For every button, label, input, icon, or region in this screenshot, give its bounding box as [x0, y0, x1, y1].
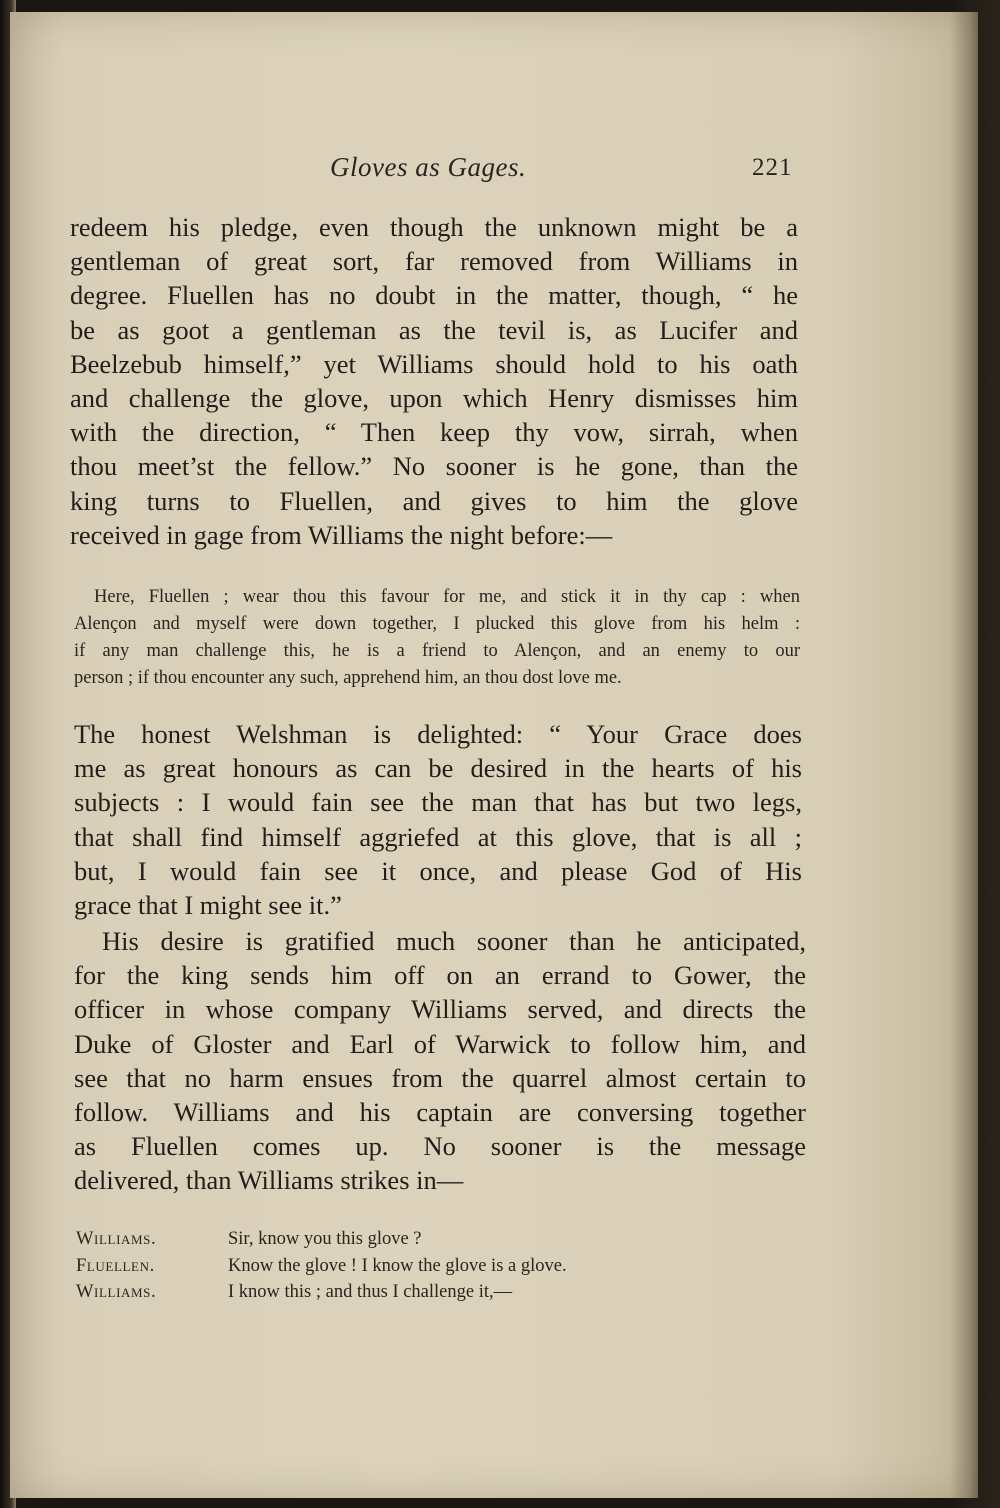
quote-line: Alençon and myself were down together, I plucked this glove from his helm : — [74, 614, 800, 634]
text-line: Beelzebub himself,” yet Williams should hold to his oath — [70, 348, 798, 379]
dialogue-line — [76, 1253, 776, 1280]
block-quote — [74, 584, 800, 692]
text-line: redeem his pledge, even though the unknown might be a — [70, 212, 798, 242]
quote-line: Here, Fluellen ; wear thou this favour for me, and stick it in thy cap : when — [94, 587, 800, 607]
paragraph-2 — [74, 717, 802, 922]
text-line: for the king sends him off on an errand to Gower, the — [74, 960, 806, 991]
text-line: degree. Fluellen has no doubt in the matter, though, “ he — [70, 280, 798, 311]
speech-text: Know the glove ! I know the glove is a glove. — [228, 1255, 567, 1276]
text-line: received in gage from Williams the night before:— — [70, 519, 613, 550]
quote-line: person ; if thou encounter any such, apprehend him, an thou dost love me. — [74, 668, 622, 688]
running-title: Gloves as Gages. — [330, 152, 527, 182]
dialogue-line — [76, 1226, 776, 1253]
text-line: delivered, than Williams strikes in— — [74, 1165, 464, 1196]
text-line: be as goot a gentleman as the tevil is, as Lucifer and — [70, 314, 798, 345]
text-line: and challenge the glove, upon which Henry dismisses him — [70, 383, 798, 414]
paragraph-3 — [74, 924, 806, 1198]
dialogue-block — [76, 1226, 776, 1306]
text-line: Duke of Gloster and Earl of Warwick to follow him, and — [74, 1028, 806, 1059]
text-line: with the direction, “ Then keep thy vow, sirrah, when — [70, 417, 798, 448]
speech-text: Sir, know you this glove ? — [228, 1229, 422, 1249]
text-line: me as great honours as can be desired in the hearts of his — [74, 753, 802, 784]
text-line: The honest Welshman is delighted: “ Your Grace does — [74, 719, 802, 749]
quote-line: if any man challenge this, he is a friend to Alençon, and an enemy to our — [74, 641, 800, 661]
page-number: 221 — [752, 154, 793, 181]
text-line: gentleman of great sort, far removed from Williams in — [70, 246, 798, 277]
text-line: see that no harm ensues from the quarrel almost certain to — [74, 1062, 806, 1093]
text-line: His desire is gratified much sooner than he anticipated, — [102, 926, 806, 956]
text-line: but, I would fain see it once, and please God of His — [74, 855, 802, 886]
text-line: officer in whose company Williams served, and directs the — [74, 994, 806, 1025]
page-header — [0, 152, 1000, 192]
speaker-name: Williams. — [76, 1229, 157, 1249]
text-line: follow. Williams and his captain are conversing together — [74, 1097, 806, 1128]
paragraph-1 — [70, 210, 798, 552]
text-line: king turns to Fluellen, and gives to him the glove — [70, 485, 798, 516]
text-line: that shall find himself aggriefed at this glove, that is all ; — [74, 821, 802, 852]
speech-text: I know this ; and thus I challenge it,— — [228, 1282, 513, 1302]
text-line: as Fluellen comes up. No sooner is the message — [74, 1131, 806, 1162]
speaker-name: Williams. — [76, 1282, 157, 1302]
speaker-name: Fluellen. — [76, 1255, 155, 1276]
text-line: grace that I might see it.” — [74, 890, 342, 921]
dialogue-line — [76, 1279, 776, 1306]
text-line: subjects : I would fain see the man that has but two legs, — [74, 787, 802, 818]
text-line: thou meet’st the fellow.” No sooner is he gone, than the — [70, 451, 798, 482]
page-edge-shadow — [950, 0, 1000, 1508]
